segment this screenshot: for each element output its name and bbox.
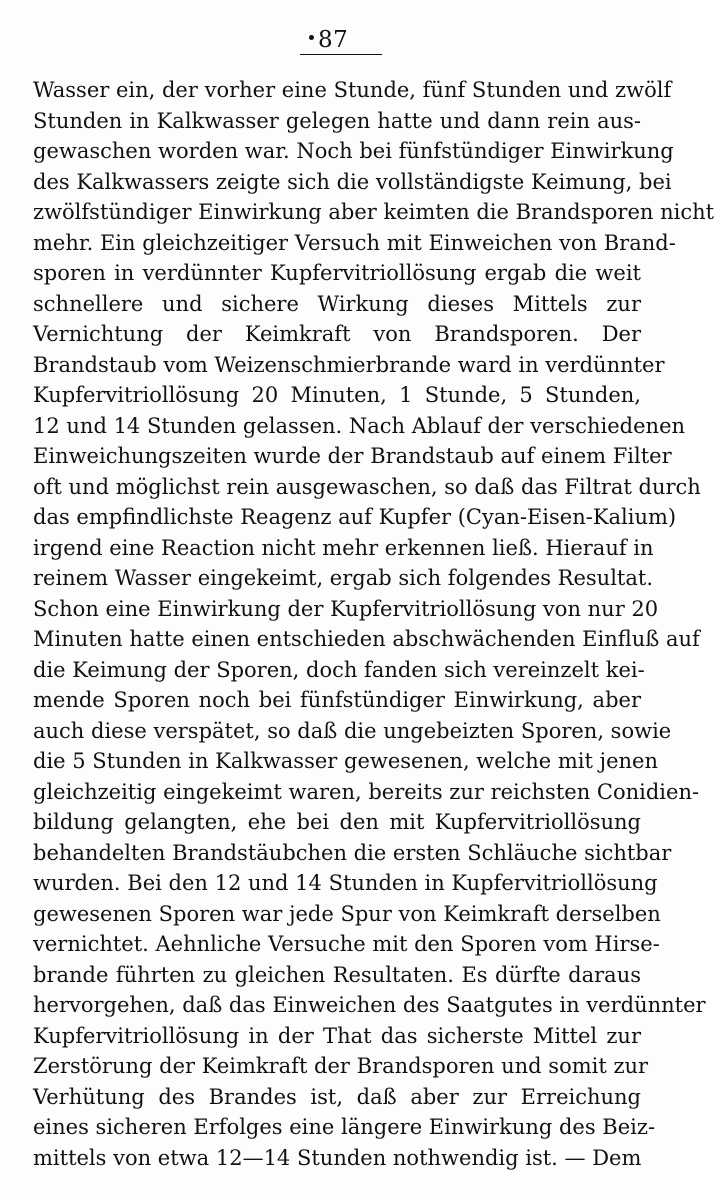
text-line: oft und möglichst rein ausgewaschen, so daß das Filtrat durch (33, 474, 701, 499)
text-line: mittels von etwa 12—14 Stunden nothwendig ist. — Dem (33, 1145, 642, 1170)
text-line: mende Sporen noch bei fünfstündiger Einwirkung, aber (33, 688, 641, 712)
text-line: vernichtet. Aehnliche Versuche mit den Sporen vom Hirse- (33, 932, 660, 956)
text-line: schnellere und sichere Wirkung dieses Mittels zur (33, 291, 641, 316)
text-line: Kupfervitriollösung 20 Minuten, 1 Stunde, 5 Stunden, (33, 383, 641, 407)
text-line: des Kalkwassers zeigte sich die vollständigste Keimung, bei (33, 169, 672, 194)
text-line: sporen in verdünnter Kupfervitriollösung ergab die weit (33, 261, 641, 285)
text-line: reinem Wasser eingekeimt, ergab sich folgendes Resultat. (33, 566, 653, 590)
text-line: auch diese verspätet, so daß die ungebeizten Sporen, sowie (33, 718, 672, 743)
body-text (33, 75, 714, 1173)
text-line: Einweichungszeiten wurde der Brandstaub auf einem Filter (33, 444, 672, 468)
text-line: Vernichtung der Keimkraft von Brandsporen. Der (33, 322, 641, 346)
text-line: Verhütung des Brandes ist, daß aber zur Erreichung (33, 1084, 641, 1109)
page-number: 87 (318, 27, 349, 53)
text-line: Schon eine Einwirkung der Kupfervitriollösung von nur 20 (33, 596, 659, 621)
text-line: hervorgehen, daß das Einweichen des Saatgutes in verdünnter (33, 993, 706, 1017)
text-line: die 5 Stunden in Kalkwasser gewesenen, welche mit jenen (33, 749, 658, 773)
text-line: gleichzeitig eingekeimt waren, bereits zur reichsten Conidien- (33, 779, 700, 804)
header-rule (300, 54, 382, 55)
page-header (0, 20, 674, 60)
text-line: Stunden in Kalkwasser gelegen hatte und dann rein aus- (33, 108, 641, 133)
text-line: Brandstaub vom Weizenschmierbrande ward in verdünnter (33, 352, 665, 377)
text-line: gewesenen Sporen war jede Spur von Keimkraft derselben (33, 901, 661, 926)
text-line: Wasser ein, der vorher eine Stunde, fünf Stunden und zwölf (33, 78, 672, 102)
text-line: brande führten zu gleichen Resultaten. Es dürfte daraus (33, 962, 641, 987)
text-line: Kupfervitriollösung in der That das sicherste Mittel zur (33, 1023, 641, 1048)
text-line: irgend eine Reaction nicht mehr erkennen ließ. Hierauf in (33, 535, 654, 560)
ink-dot-mark (309, 35, 314, 40)
text-line: 12 und 14 Stunden gelassen. Nach Ablauf der verschiedenen (33, 413, 686, 438)
text-line: mehr. Ein gleichzeitiger Versuch mit Einweichen von Brand- (33, 230, 676, 255)
text-line: die Keimung der Sporen, doch fanden sich vereinzelt kei- (33, 657, 645, 682)
text-line: das empfindlichste Reagenz auf Kupfer (Cyan-Eisen-Kalium) (33, 505, 677, 529)
text-line: bildung gelangten, ehe bei den mit Kupfervitriollösung (33, 810, 641, 834)
text-line: Minuten hatte einen entschieden abschwächenden Einfluß auf (33, 627, 700, 651)
text-line: behandelten Brandstäubchen die ersten Schläuche sichtbar (33, 840, 672, 865)
text-line: gewaschen worden war. Noch bei fünfstündiger Einwirkung (33, 139, 674, 163)
text-line: Zerstörung der Keimkraft der Brandsporen und somit zur (33, 1054, 649, 1078)
text-line: wurden. Bei den 12 und 14 Stunden in Kupfervitriollösung (33, 871, 658, 895)
text-line: eines sicheren Erfolges eine längere Einwirkung des Beiz- (33, 1115, 656, 1139)
text-line: zwölfstündiger Einwirkung aber keimten die Brandsporen nicht (33, 200, 714, 224)
